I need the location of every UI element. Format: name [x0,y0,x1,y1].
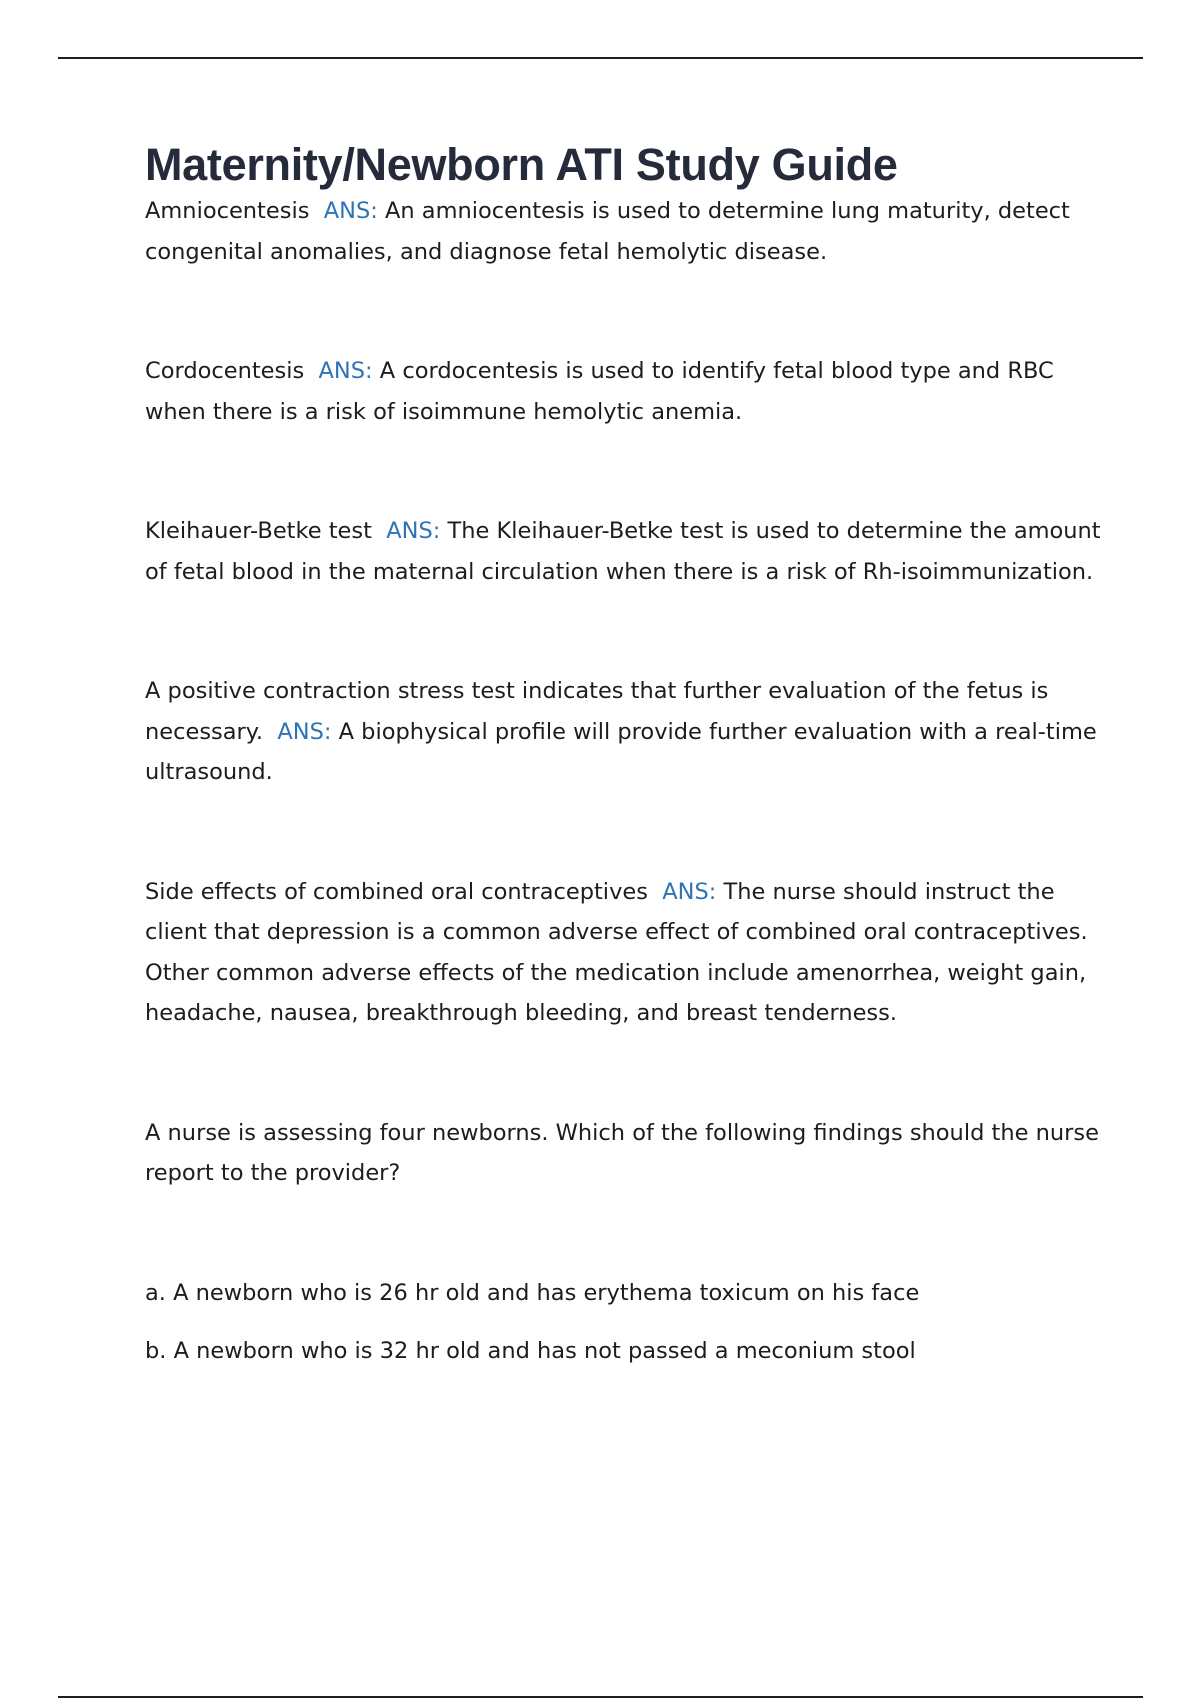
bottom-divider [58,1696,1143,1698]
question-text: Kleihauer-Betke test [145,518,372,545]
qa-item [145,511,1105,592]
question-text: Side effects of combined oral contraceptives [145,878,648,905]
answer-text: The nurse should instruct the client that depression is a common adverse effect of combined oral contraceptives. Other common adverse effects of the medication include amenorrhea, weight gain, headache, nausea, breakthrough bleeding, and breast tenderness. [145,878,1088,1027]
answer-marker: ANS: [277,718,332,745]
open-question: A nurse is assessing four newborns. Which of the following findings should the nurse report to the provider? [145,1119,1099,1187]
answer-marker: ANS: [386,518,441,545]
answer-option-b: b. A newborn who is 32 hr old and has not passed a meconium stool [145,1338,916,1365]
answer-text: The Kleihauer-Betke test is used to determine the amount of fetal blood in the maternal circulation when there is a risk of Rh-isoimmunization. [145,518,1101,585]
answer-marker: ANS: [323,198,378,225]
answer-option-a: a. A newborn who is 26 hr old and has erythema toxicum on his face [145,1279,920,1306]
qa-item [145,671,1105,793]
answer-text: A biophysical profile will provide further evaluation with a real-time ultrasound. [145,718,1097,786]
question-text: Amniocentesis [145,198,310,225]
qa-item [145,351,1105,432]
qa-item [145,191,1105,272]
answer-text: A cordocentesis is used to identify fetal blood type and RBC when there is a risk of isoimmune hemolytic anemia. [145,358,1054,425]
page-title: Maternity/Newborn ATI Study Guide [145,139,898,190]
answer-text: An amniocentesis is used to determine lung maturity, detect congenital anomalies, and diagnose fetal hemolytic disease. [145,198,1070,265]
question-text: Cordocentesis [145,358,305,385]
top-divider [58,57,1143,59]
answer-marker: ANS: [662,878,717,905]
answer-marker: ANS: [318,358,373,385]
qa-item [145,872,1105,1034]
document-body [145,140,1105,1372]
question-text: A positive contraction stress test indicates that further evaluation of the fetus is necessary. [145,678,1049,745]
